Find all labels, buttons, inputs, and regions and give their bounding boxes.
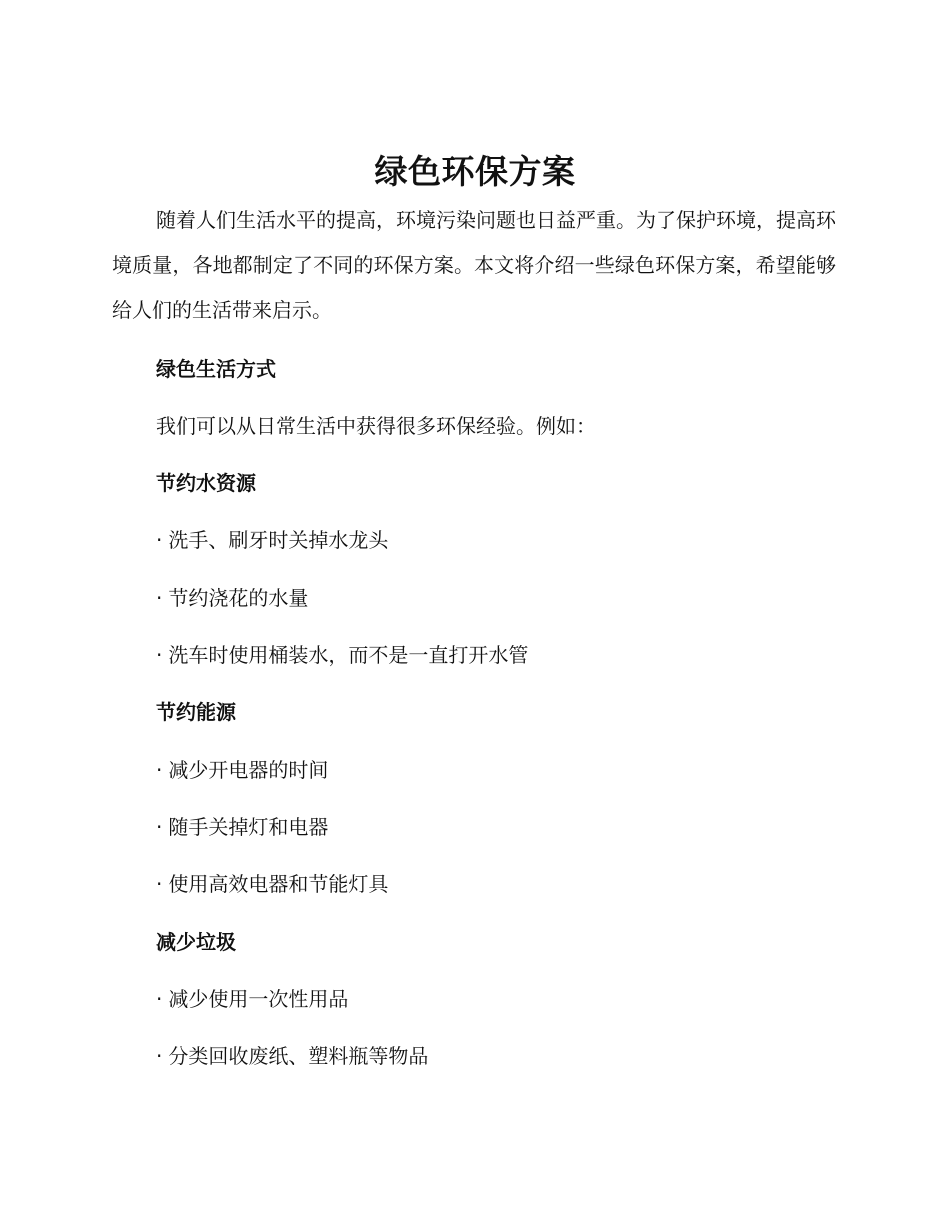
bullet-icon: · [156, 872, 163, 896]
list-item [156, 984, 348, 1014]
subsection-heading-waste: 减少垃圾 [156, 930, 236, 954]
intro-paragraph: 随着人们生活水平的提高，环境污染问题也日益严重。为了保护环境，提高环境质量，各地都制定了不同的环保方案。本文将介绍一些绿色环保方案，希望能够给人们的生活带来启示。 [112, 208, 836, 322]
list-item-text: 分类回收废纸、塑料瓶等物品 [168, 1044, 429, 1068]
list-item-text: 节约浇花的水量 [168, 586, 309, 610]
list-item-text: 洗车时使用桶装水，而不是一直打开水管 [168, 643, 529, 667]
bullet-icon: · [156, 528, 163, 552]
section-heading: 绿色生活方式 [156, 357, 276, 381]
bullet-icon: · [156, 643, 163, 667]
list-item-text: 减少使用一次性用品 [168, 987, 349, 1011]
list-item-text: 随手关掉灯和电器 [168, 815, 329, 839]
bullet-icon: · [156, 758, 163, 782]
bullet-icon: · [156, 815, 163, 839]
list-item [156, 755, 328, 785]
bullet-icon: · [156, 987, 163, 1011]
list-item [156, 1041, 428, 1071]
subsection-heading-energy: 节约能源 [156, 700, 236, 724]
subsection-heading-water: 节约水资源 [156, 471, 256, 495]
list-item [156, 583, 308, 613]
bullet-icon: · [156, 1044, 163, 1068]
section-text: 我们可以从日常生活中获得很多环保经验。例如： [156, 414, 596, 438]
document-title: 绿色环保方案 [374, 152, 576, 191]
bullet-icon: · [156, 586, 163, 610]
list-item [156, 525, 388, 555]
list-item-text: 减少开电器的时间 [168, 758, 329, 782]
list-item-text: 使用高效电器和节能灯具 [168, 872, 389, 896]
list-item [156, 869, 388, 899]
list-item-text: 洗手、刷牙时关掉水龙头 [168, 528, 389, 552]
list-item [156, 812, 328, 842]
list-item [156, 640, 528, 670]
